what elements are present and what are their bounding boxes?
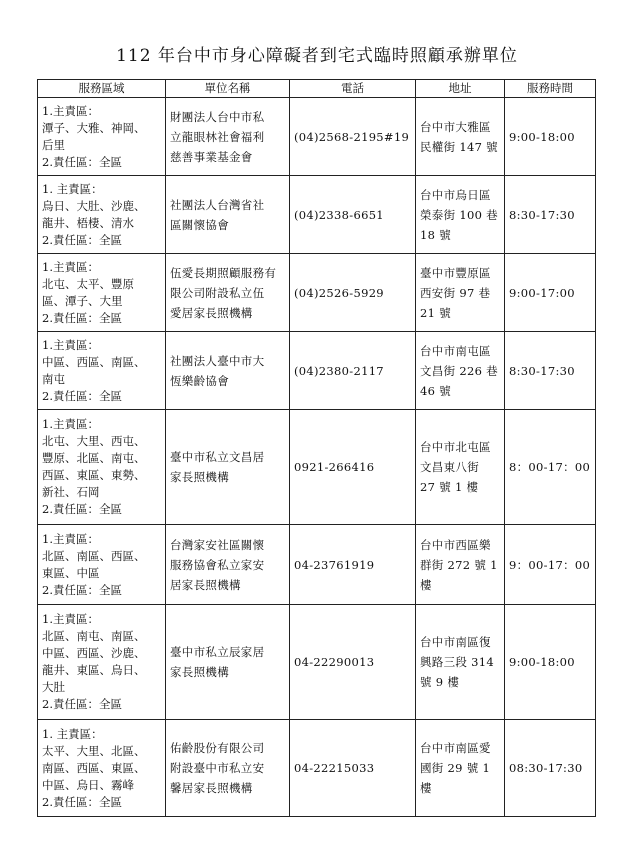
service-area-line: 1. 主責區： <box>42 181 103 196</box>
unit-name-cell <box>166 332 290 410</box>
address-line: 文昌街 226 巷 <box>420 363 498 378</box>
address-line: 興路三段 314 <box>420 655 495 669</box>
unit-name-cell <box>166 720 290 817</box>
service-area-line: 1.主責區： <box>42 259 99 274</box>
address-line: 台中市烏日區 <box>420 187 491 202</box>
service-area-line: 中區、西區、沙鹿、 <box>42 646 146 660</box>
address-line: 號 9 樓 <box>420 675 460 689</box>
service-area-line: 1.主責區： <box>42 337 99 352</box>
service-area-line: 2.責任區：全區 <box>42 502 122 516</box>
unit-name-cell <box>166 410 290 525</box>
address-cell <box>416 98 505 176</box>
address-line: 榮泰街 100 巷 <box>420 207 498 222</box>
unit-name-line: 立龍眼林社會福利 <box>170 129 265 144</box>
service-area-line: 后里 <box>42 137 65 152</box>
document-title: 112 年台中市身心障礙者到宅式臨時照顧承辦單位 <box>116 46 518 66</box>
service-area-cell <box>38 254 166 332</box>
service-units-table <box>37 79 596 817</box>
service-area-line: 2.責任區：全區 <box>42 794 122 809</box>
unit-name-line: 服務協會私立家安 <box>170 557 265 572</box>
address-line: 西安街 97 巷 <box>420 285 491 300</box>
unit-name-line: 臺中市私立文昌居 <box>170 450 265 464</box>
address-cell <box>416 332 505 410</box>
address-line: 台中市南區愛 <box>420 741 491 755</box>
unit-name-line: 愛居家長照機構 <box>170 305 253 320</box>
address-line: 台中市南屯區 <box>420 343 491 358</box>
service-area-line: 1.主責區： <box>42 531 99 546</box>
service-area-line: 大肚 <box>42 680 65 694</box>
address-line: 台中市大雅區 <box>420 119 491 134</box>
unit-name-line: 佑齡股份有限公司 <box>170 741 265 755</box>
address-line: 27 號 1 樓 <box>420 480 479 494</box>
service-area-line: 南區、西區、東區、 <box>42 760 146 775</box>
service-area-line: 北屯、大里、西屯、 <box>42 434 146 448</box>
table-row <box>38 254 596 332</box>
service-hours-cell: 9:00-17:00 <box>505 254 596 332</box>
address-line: 台中市北屯區 <box>420 440 491 454</box>
service-area-cell <box>38 720 166 817</box>
service-hours-cell: 8：00-17：00 <box>505 410 596 525</box>
service-area-line: 中區、西區、南區、 <box>42 354 146 369</box>
unit-name-line: 居家長照機構 <box>170 577 241 592</box>
service-hours-cell: 9：00-17：00 <box>505 525 596 605</box>
phone-cell: (04)2526-5929 <box>290 254 416 332</box>
table-row <box>38 410 596 525</box>
service-area-line: 2.責任區：全區 <box>42 582 122 597</box>
phone-cell: (04)2380-2117 <box>290 332 416 410</box>
phone-cell: 0921-266416 <box>290 410 416 525</box>
unit-name-line: 附設臺中市私立安 <box>170 761 265 775</box>
address-line: 樓 <box>420 781 432 795</box>
header-phone: 電話 <box>290 80 416 98</box>
unit-name-line: 台灣家安社區關懷 <box>170 537 265 552</box>
address-line: 文昌東八街 <box>420 460 479 474</box>
address-cell <box>416 254 505 332</box>
address-line: 台中市西區樂 <box>420 537 491 552</box>
address-line: 臺中市豐原區 <box>420 265 491 280</box>
phone-cell: 04-22215033 <box>290 720 416 817</box>
service-area-line: 1.主責區： <box>42 612 99 626</box>
unit-name-line: 社團法人臺中市大 <box>170 353 265 368</box>
service-area-cell <box>38 525 166 605</box>
table-row <box>38 605 596 720</box>
service-hours-cell: 8:30-17:30 <box>505 176 596 254</box>
service-area-line: 烏日、大肚、沙鹿、 <box>42 198 146 213</box>
phone-cell: 04-22290013 <box>290 605 416 720</box>
unit-name-line: 恆樂齡協會 <box>170 373 229 388</box>
service-area-cell <box>38 410 166 525</box>
unit-name-line: 家長照機構 <box>170 470 229 484</box>
unit-name-line: 區關懷協會 <box>170 217 229 232</box>
header-unit-name: 單位名稱 <box>166 80 290 98</box>
service-area-line: 區、潭子、大里 <box>42 293 123 308</box>
address-cell <box>416 176 505 254</box>
service-area-line: 2.責任區：全區 <box>42 154 122 169</box>
service-area-line: 豐原、北區、南屯、 <box>42 451 146 465</box>
service-area-line: 北區、南區、西區、 <box>42 548 146 563</box>
service-area-line: 潭子、大雅、神岡、 <box>42 120 146 135</box>
service-area-line: 1.主責區： <box>42 103 99 118</box>
address-line: 國街 29 號 1 <box>420 761 491 775</box>
unit-name-cell <box>166 525 290 605</box>
unit-name-cell <box>166 176 290 254</box>
address-cell <box>416 410 505 525</box>
service-area-line: 1. 主責區： <box>42 726 103 741</box>
table-row <box>38 98 596 176</box>
service-area-line: 龍井、東區、烏日、 <box>42 663 146 677</box>
phone-cell: (04)2568-2195#19 <box>290 98 416 176</box>
unit-name-cell <box>166 98 290 176</box>
header-service-hours: 服務時間 <box>505 80 596 98</box>
address-line: 台中市南區復 <box>420 635 491 649</box>
service-area-cell <box>38 176 166 254</box>
table-row <box>38 332 596 410</box>
service-area-line: 東區、中區 <box>42 565 100 580</box>
service-area-cell <box>38 332 166 410</box>
unit-name-line: 慈善事業基金會 <box>170 149 253 164</box>
table-row <box>38 176 596 254</box>
service-area-line: 2.責任區：全區 <box>42 232 122 247</box>
unit-name-line: 家長照機構 <box>170 665 229 679</box>
service-area-line: 西區、東區、東勢、 <box>42 468 146 482</box>
unit-name-line: 限公司附設私立伍 <box>170 285 265 300</box>
phone-cell: 04-23761919 <box>290 525 416 605</box>
table-row <box>38 720 596 817</box>
unit-name-line: 馨居家長照機構 <box>170 781 253 795</box>
address-line: 群街 272 號 1 <box>420 557 498 572</box>
table-body <box>38 98 596 817</box>
unit-name-cell <box>166 254 290 332</box>
unit-name-line: 社團法人台灣省社 <box>170 197 265 212</box>
service-area-line: 新社、石岡 <box>42 485 100 499</box>
unit-name-line: 財團法人台中市私 <box>170 109 265 124</box>
service-area-line: 龍井、梧棲、清水 <box>42 215 134 230</box>
service-area-line: 1.主責區： <box>42 417 99 431</box>
address-cell <box>416 605 505 720</box>
service-area-line: 2.責任區：全區 <box>42 697 122 711</box>
service-area-line: 北區、南屯、南區、 <box>42 629 146 643</box>
address-line: 21 號 <box>420 305 451 320</box>
table-row <box>38 525 596 605</box>
service-area-cell <box>38 98 166 176</box>
unit-name-cell <box>166 605 290 720</box>
unit-name-line: 臺中市私立辰家居 <box>170 645 265 659</box>
header-service-area: 服務區域 <box>38 80 166 98</box>
phone-cell: (04)2338-6651 <box>290 176 416 254</box>
service-area-line: 2.責任區：全區 <box>42 388 122 403</box>
service-area-line: 北屯、太平、豐原 <box>42 276 134 291</box>
service-area-line: 太平、大里、北區、 <box>42 743 146 758</box>
service-area-cell <box>38 605 166 720</box>
service-area-line: 中區、烏日、霧峰 <box>42 777 134 792</box>
service-hours-cell: 9:00-18:00 <box>505 605 596 720</box>
table-header-row <box>38 80 596 98</box>
service-area-line: 南屯 <box>42 371 65 386</box>
address-cell <box>416 720 505 817</box>
address-cell <box>416 525 505 605</box>
unit-name-line: 伍愛長期照顧服務有 <box>170 265 277 280</box>
header-address: 地址 <box>416 80 505 98</box>
address-line: 樓 <box>420 577 432 592</box>
address-line: 民權街 147 號 <box>420 139 498 154</box>
service-hours-cell: 08:30-17:30 <box>505 720 596 817</box>
service-hours-cell: 9:00-18:00 <box>505 98 596 176</box>
service-area-line: 2.責任區：全區 <box>42 310 122 325</box>
address-line: 18 號 <box>420 227 451 242</box>
address-line: 46 號 <box>420 383 451 398</box>
service-hours-cell: 8:30-17:30 <box>505 332 596 410</box>
